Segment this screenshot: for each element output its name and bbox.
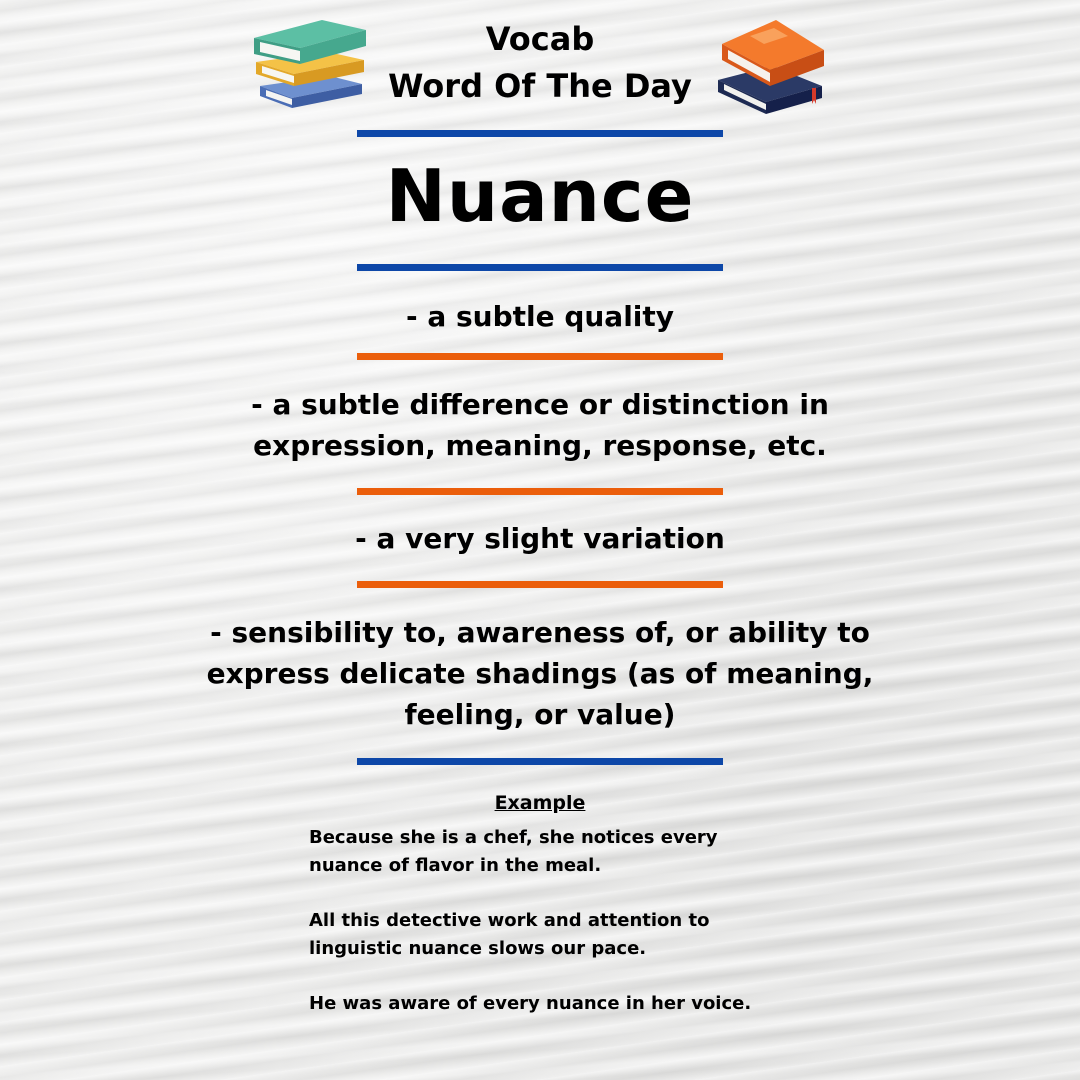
header-title-word-of-the-day: Word Of The Day	[388, 67, 692, 105]
divider-orange	[357, 353, 723, 360]
example-sentence-1: Because she is a chef, she notices every nuance of flavor in the meal.	[309, 827, 718, 876]
divider-orange	[357, 581, 723, 588]
definition-4: - sensibility to, awareness of, or ability to express delicate shadings (as of meaning, feeling, or value)	[206, 616, 874, 731]
divider-blue	[357, 758, 723, 765]
header-title-vocab: Vocab	[485, 20, 595, 58]
example-sentence-3: He was aware of every nuance in her voice.	[309, 993, 752, 1014]
divider-blue	[357, 264, 723, 271]
definition-2: - a subtle difference or distinction in expression, meaning, response, etc.	[251, 388, 829, 462]
example-heading: Example	[494, 792, 586, 814]
definition-3: - a very slight variation	[355, 522, 725, 555]
divider-orange	[357, 488, 723, 495]
definition-1: - a subtle quality	[405, 300, 675, 333]
example-sentence-2: All this detective work and attention to linguistic nuance slows our pace.	[309, 910, 710, 959]
word-of-the-day: Nuance	[385, 154, 695, 238]
divider-blue	[357, 130, 723, 137]
